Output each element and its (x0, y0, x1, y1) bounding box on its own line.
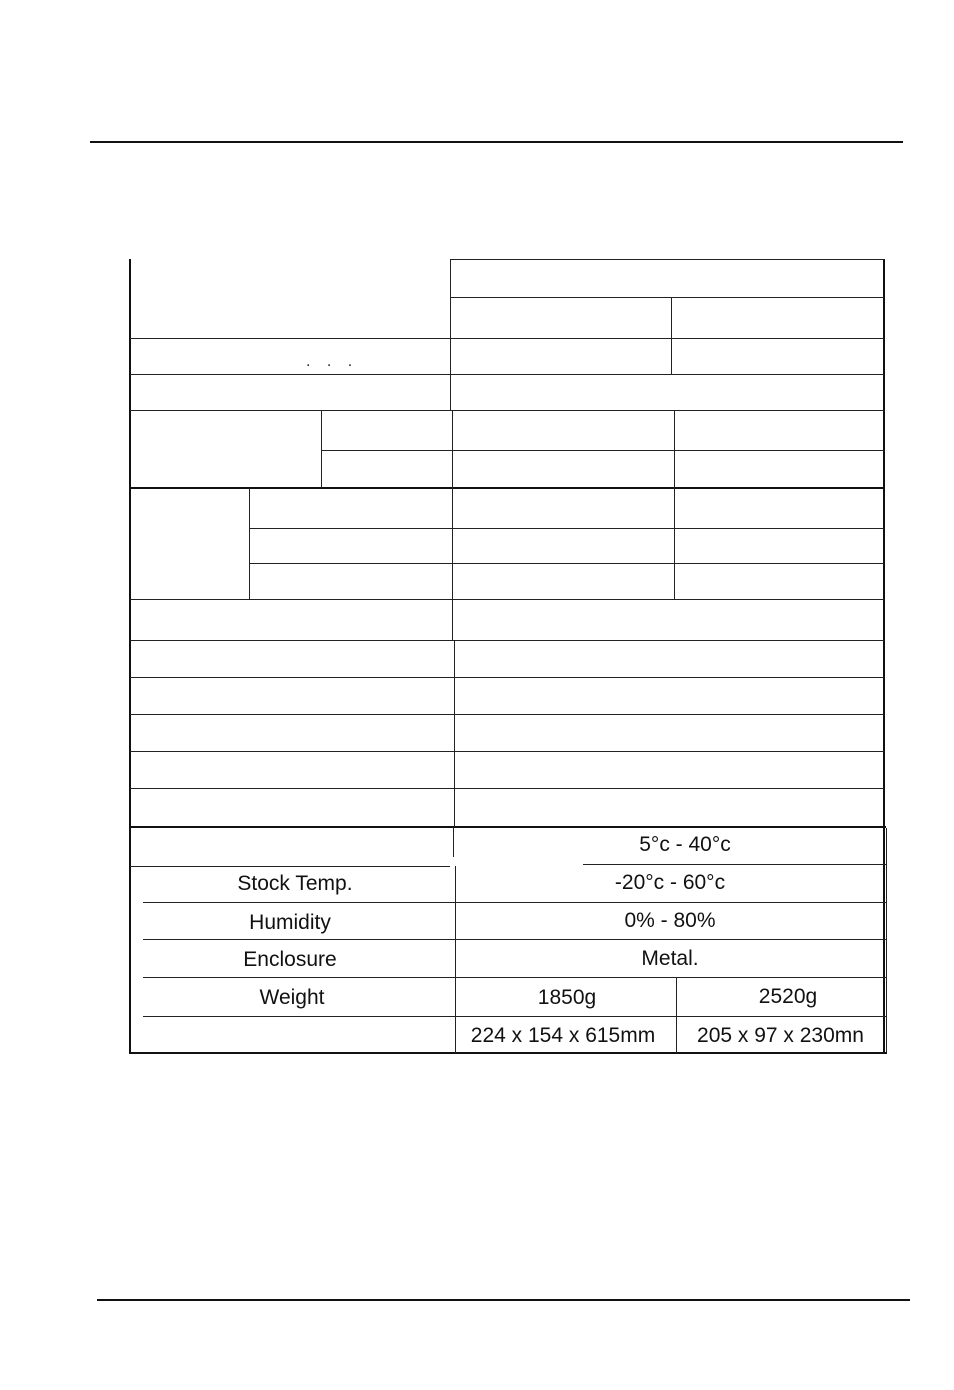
col-line-main-a (450, 259, 451, 411)
row-line-10 (130, 677, 884, 678)
enclosure-label: Enclosure (243, 948, 337, 971)
row-line-8 (130, 599, 884, 600)
row-line-14 (130, 826, 886, 828)
col-line-main-d (453, 827, 454, 857)
col-line-main-c (454, 640, 455, 827)
col-line-sub-b (249, 488, 250, 600)
footer-rule (97, 1299, 910, 1301)
dot-marks: . . . (306, 353, 359, 370)
humidity-label: Humidity (249, 911, 331, 934)
header-rule (90, 141, 903, 143)
weight-label: Weight (259, 986, 325, 1009)
row-line-6 (250, 528, 884, 529)
row-line-5 (130, 487, 884, 489)
col-line-split-c (676, 977, 677, 1053)
row-line-top (450, 259, 884, 260)
col-line-main-b (452, 410, 453, 641)
row-line-17 (143, 939, 886, 940)
row-line-18 (143, 977, 886, 978)
row-line-7 (250, 563, 884, 564)
stock-temp-label: Stock Temp. (237, 872, 353, 895)
table-border-right (883, 259, 885, 1054)
row-line-16 (143, 902, 886, 903)
table-border-left (129, 259, 131, 1054)
row-line-15a (130, 866, 450, 867)
dimension-value-2: 205 x 97 x 230mn (697, 1024, 864, 1047)
row-line-4 (322, 450, 884, 451)
table-border-right-outer (886, 828, 887, 1054)
row-line-9 (130, 640, 884, 641)
weight-value-2: 2520g (758, 985, 818, 1008)
dimension-value-1: 224 x 154 x 615mm (470, 1024, 656, 1047)
operating-temp-value: 5°c - 40°c (639, 833, 731, 856)
row-line-11 (130, 714, 884, 715)
row-line-header-sub (450, 297, 884, 298)
row-line-13 (130, 788, 884, 789)
stock-temp-value: -20°c - 60°c (614, 871, 726, 894)
col-line-sub-a (321, 410, 322, 488)
row-line-19 (143, 1016, 886, 1017)
row-line-3 (130, 410, 884, 411)
row-line-bottom (130, 1052, 887, 1054)
row-line-1 (130, 338, 884, 339)
row-line-2 (130, 374, 884, 375)
row-line-15b (583, 864, 886, 865)
col-line-split-b (674, 410, 675, 600)
enclosure-value: Metal. (641, 947, 699, 970)
weight-value-1: 1850g (537, 986, 597, 1009)
row-line-12 (130, 751, 884, 752)
humidity-value: 0% - 80% (624, 909, 716, 932)
col-line-split-a (671, 297, 672, 375)
